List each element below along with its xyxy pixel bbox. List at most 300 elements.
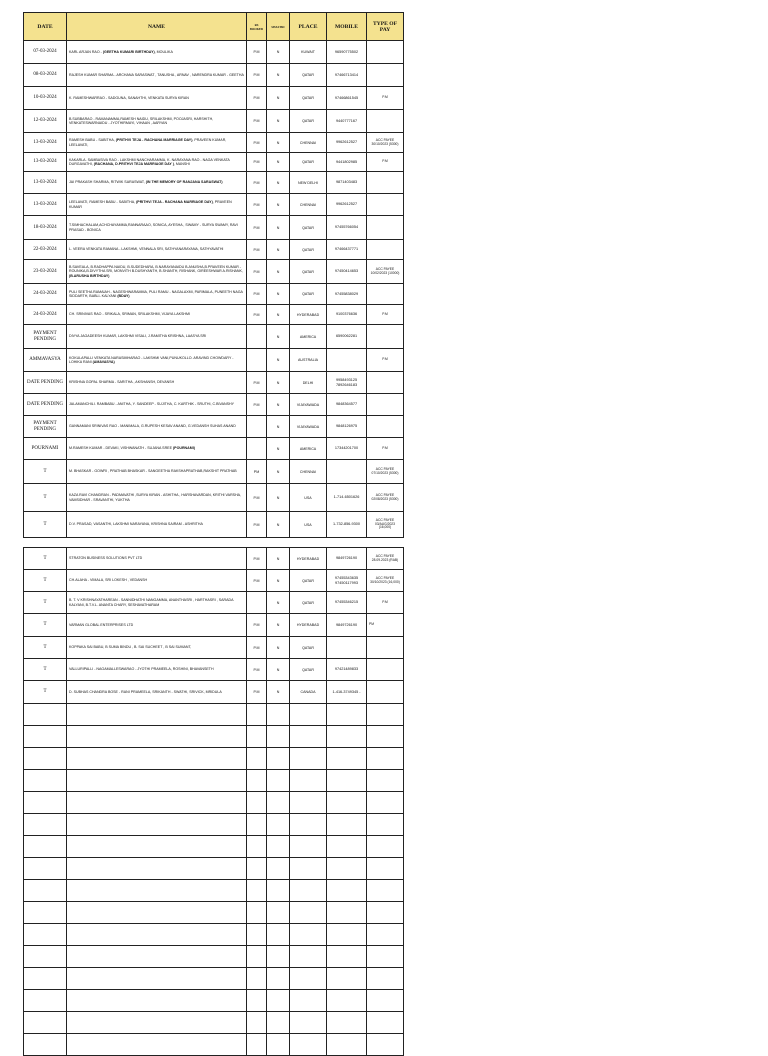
- empty-cell: [24, 704, 67, 726]
- shastri-cell: N: [267, 240, 290, 260]
- empty-cell: [267, 902, 290, 924]
- empty-cell: [327, 836, 367, 858]
- date-cell: DATE PENDING: [24, 372, 67, 394]
- empty-row: [24, 704, 404, 726]
- occasion-text: (IN THE MEMORY OF RANJANA SARASWAT): [145, 180, 223, 185]
- mobile-cell: [327, 349, 367, 372]
- shastri-cell: N: [267, 659, 290, 681]
- name-text: B. T. V KRISHNAYATHAREAN - SANNIDHATHI NANGAMMA, ANANTHASRI , HARTHASRI , SARADA KALYANI, B.T.V.L. ANANTA CHARY, SESHAVATHARAM: [69, 598, 234, 607]
- empty-cell: [327, 704, 367, 726]
- empty-cell: [290, 726, 327, 748]
- name-cell: [67, 194, 247, 216]
- name-cell: [67, 305, 247, 325]
- date-cell: 23-03-2024: [24, 260, 67, 284]
- empty-cell: [290, 836, 327, 858]
- date-cell: PAYMENT PENDING: [24, 325, 67, 349]
- empty-cell: [267, 924, 290, 946]
- name-text: B.SUBBARAO - RAMANAMMA,RAMESH NAIDU, SRILAKSHMI, POOJASRI, HARSHITH, VENKATESWARNAIDU - JYOTHIRMAYI, VIHAAN , AARYAN: [69, 116, 214, 125]
- pay-type-cell: [367, 240, 404, 260]
- empty-cell: [290, 1012, 327, 1034]
- mobile-cell: 97466861545: [327, 87, 367, 110]
- empty-cell: [67, 968, 247, 990]
- empty-row: [24, 880, 404, 902]
- place-cell: AMERICA: [290, 438, 327, 460]
- place-cell: HYDERABAD: [290, 548, 327, 570]
- empty-cell: [290, 880, 327, 902]
- empty-cell: [267, 1034, 290, 1056]
- table-row: [24, 260, 404, 284]
- place-cell: QATAR: [290, 64, 327, 87]
- date-cell: T: [24, 512, 67, 538]
- empty-row: [24, 1034, 404, 1056]
- empty-cell: [247, 726, 267, 748]
- empty-cell: [367, 946, 404, 968]
- empty-cell: [24, 880, 67, 902]
- place-cell: AMERICA: [290, 325, 327, 349]
- name-text: VALLURIPALLI - NAGAMALLESWARAO - JYOTHI PRAMEELA, ROSHINI, BHAVANSETH: [69, 667, 214, 672]
- empty-cell: [290, 704, 327, 726]
- empty-cell: [67, 792, 247, 814]
- empty-cell: [24, 946, 67, 968]
- table-row: [24, 659, 404, 681]
- empty-cell: [67, 1012, 247, 1034]
- empty-cell: [267, 770, 290, 792]
- table-row: [24, 512, 404, 538]
- date-cell: 12-03-2024: [24, 110, 67, 133]
- pay-type-cell: P.M: [367, 87, 404, 110]
- empty-cell: [290, 858, 327, 880]
- mobile-cell: 97455346215: [327, 592, 367, 614]
- empty-cell: [24, 836, 67, 858]
- table-row: [24, 110, 404, 133]
- empty-cell: [24, 924, 67, 946]
- empty-cell: [367, 814, 404, 836]
- shastri-cell: N: [267, 172, 290, 194]
- place-cell: KUWAIT: [290, 41, 327, 64]
- shastri-cell: N: [267, 484, 290, 512]
- occasion-text: (RACHANA, D.PRITHVI TEJA MARRIAGE DAY ): [93, 162, 174, 166]
- empty-cell: [327, 880, 367, 902]
- empty-row: [24, 726, 404, 748]
- pay-type-cell: [367, 659, 404, 681]
- empty-cell: [24, 858, 67, 880]
- mobile-cell: 97421489833: [327, 659, 367, 681]
- mobile-cell: 9958493125 7892646183: [327, 372, 367, 394]
- pay-type-cell: [367, 681, 404, 704]
- pay-type-cell: [367, 64, 404, 87]
- empty-cell: [247, 1034, 267, 1056]
- pay-type-cell: P.M: [367, 153, 404, 172]
- mobile-cell: [327, 637, 367, 659]
- table-row: [24, 240, 404, 260]
- table-row: [24, 592, 404, 614]
- header-pay-type: TYPE OF PAY: [367, 13, 404, 41]
- empty-cell: [267, 704, 290, 726]
- table-row: [24, 349, 404, 372]
- table-row: [24, 87, 404, 110]
- pay-type-cell: [367, 194, 404, 216]
- name-cell: [67, 260, 247, 284]
- empty-cell: [247, 902, 267, 924]
- empty-cell: [67, 704, 247, 726]
- empty-cell: [327, 1012, 367, 1034]
- empty-row: [24, 748, 404, 770]
- name-cell: [67, 681, 247, 704]
- empty-row: [24, 770, 404, 792]
- rs-booked-cell: P.M: [247, 659, 267, 681]
- table-row: [24, 194, 404, 216]
- table-row: [24, 284, 404, 305]
- occasion-text: (B.ARUSHA BIRTHDAY): [69, 273, 110, 278]
- empty-cell: [327, 924, 367, 946]
- name-cell: [67, 592, 247, 614]
- empty-cell: [267, 814, 290, 836]
- date-cell: PAYMENT PENDING: [24, 416, 67, 438]
- place-cell: CANADA: [290, 681, 327, 704]
- empty-cell: [367, 990, 404, 1012]
- empty-cell: [247, 880, 267, 902]
- empty-cell: [367, 836, 404, 858]
- place-cell: QATAR: [290, 87, 327, 110]
- date-cell: T: [24, 637, 67, 659]
- place-cell: HYDERABAD: [290, 305, 327, 325]
- name-text: T.SIMHACHALAM,ACHCHAYAMMA,RANNARAAO, SONICA, AYESHA , SWAMY - SURYA SWAMY, RAVI PRASAD - BONICA: [69, 223, 238, 232]
- empty-cell: [327, 990, 367, 1012]
- empty-cell: [24, 748, 67, 770]
- place-cell: QATAR: [290, 592, 327, 614]
- pay-type-cell: P.M: [367, 592, 404, 614]
- pay-type-cell: [367, 416, 404, 438]
- empty-cell: [267, 726, 290, 748]
- name-text: DIVYA JAGADEESH KUMAR, LAKSHMI VISALI, J.RAMITHA KRISHNA, LAASYA SRI: [69, 334, 207, 339]
- date-cell: 18-03-2024: [24, 216, 67, 240]
- rs-booked-cell: P.M: [247, 41, 267, 64]
- name-cell: [67, 637, 247, 659]
- empty-cell: [24, 770, 67, 792]
- empty-cell: [327, 968, 367, 990]
- date-cell: T: [24, 681, 67, 704]
- empty-cell: [327, 726, 367, 748]
- table-row: [24, 416, 404, 438]
- empty-cell: [367, 880, 404, 902]
- empty-cell: [247, 704, 267, 726]
- name-text: GANNAMANI SRINIVAS RAO - MANIMALA, G.RUPESH KESAV ANAND, G.VEDANSH SUHAS ANAND: [69, 424, 236, 429]
- empty-cell: [24, 814, 67, 836]
- rs-booked-cell: P.M: [247, 548, 267, 570]
- empty-cell: [67, 726, 247, 748]
- empty-cell: [267, 792, 290, 814]
- rs-booked-cell: P.M: [247, 614, 267, 637]
- shastri-cell: N: [267, 592, 290, 614]
- empty-row: [24, 924, 404, 946]
- name-cell: [67, 438, 247, 460]
- empty-cell: [247, 924, 267, 946]
- pay-type-cell: PM: [367, 614, 404, 637]
- bookings-table-2: [23, 547, 404, 1056]
- empty-cell: [24, 792, 67, 814]
- empty-row: [24, 902, 404, 924]
- name-text: LEELAVATI, RAMESH BABU - SABITHA,: [69, 200, 137, 205]
- rs-booked-cell: [247, 325, 267, 349]
- name-text: KAKARLA. SAMBASIVA RAO - LAKSHMI NANCHARAMMA, K. NARAYANA RAO - NAGA VENKATA DURGAVATHI,: [69, 157, 230, 166]
- pay-type-cell: ACC PAYEE 30/10/2023 (16,000): [367, 570, 404, 592]
- empty-cell: [290, 1034, 327, 1056]
- date-cell: 08-03-2024: [24, 64, 67, 87]
- mobile-cell: 9849726190: [327, 614, 367, 637]
- shastri-cell: N: [267, 284, 290, 305]
- shastri-cell: N: [267, 548, 290, 570]
- pay-type-cell: P.M: [367, 438, 404, 460]
- rs-booked-cell: P.M: [247, 512, 267, 538]
- name-cell: [67, 153, 247, 172]
- name-cell: [67, 349, 247, 372]
- empty-cell: [247, 990, 267, 1012]
- rs-booked-cell: P.M: [247, 153, 267, 172]
- name-text: PULI SEETHA RAMAIAH - NAGESHWARAMMA, PULI RAMU - NAGALAXMI, PARIMALA, PUNEETH NAGA SIDDARTH, BABLI- KALYANI: [69, 289, 243, 298]
- empty-cell: [367, 1034, 404, 1056]
- date-cell: AMMAVASYA: [24, 349, 67, 372]
- table-row: [24, 216, 404, 240]
- table-row: [24, 325, 404, 349]
- pay-type-cell: [367, 172, 404, 194]
- name-cell: [67, 484, 247, 512]
- pay-type-cell: [367, 637, 404, 659]
- table-row: [24, 438, 404, 460]
- name-text: RAMESH BABU - SABITHA,: [69, 138, 116, 143]
- empty-cell: [290, 990, 327, 1012]
- empty-row: [24, 814, 404, 836]
- name-cell: [67, 284, 247, 305]
- table-row: [24, 133, 404, 153]
- name-cell: [67, 172, 247, 194]
- table-row: [24, 372, 404, 394]
- mobile-cell: 9848364577: [327, 394, 367, 416]
- empty-cell: [327, 858, 367, 880]
- rs-booked-cell: P.M: [247, 484, 267, 512]
- shastri-cell: N: [267, 681, 290, 704]
- empty-row: [24, 792, 404, 814]
- empty-row: [24, 968, 404, 990]
- empty-cell: [67, 858, 247, 880]
- empty-cell: [67, 880, 247, 902]
- empty-cell: [367, 924, 404, 946]
- place-cell: QATAR: [290, 216, 327, 240]
- rs-booked-cell: P.M: [247, 637, 267, 659]
- name-text: L. VEERA VENKATA RAMANA - LAKSHMI, VENNALA SRI, SATHYANARAYANA, SATHYAVATHI: [69, 247, 224, 252]
- name-text: VARMAN GLOBAL ENTERPRISES LTD: [69, 622, 134, 627]
- empty-row: [24, 858, 404, 880]
- pay-type-cell: P.M: [367, 349, 404, 372]
- table-row: [24, 153, 404, 172]
- pay-type-cell: [367, 372, 404, 394]
- header-date: DATE: [24, 13, 67, 41]
- table-row: [24, 681, 404, 704]
- shastri-cell: N: [267, 416, 290, 438]
- table-row: [24, 305, 404, 325]
- rs-booked-cell: [247, 416, 267, 438]
- name-cell: [67, 460, 247, 484]
- empty-cell: [24, 1034, 67, 1056]
- place-cell: CHENNAI: [290, 133, 327, 153]
- name-text: KAZA RAVI CHANDRAN - PADMAVATHI ,SURYA KIRAN - ASHITHA , HARSHAVARDAN, KRITHI VARSHA, VAMSIDHAR - SRAVANTHI, YUKTHA: [69, 493, 242, 502]
- rs-booked-cell: P.M: [247, 394, 267, 416]
- empty-row: [24, 946, 404, 968]
- pay-type-cell: P.M: [367, 305, 404, 325]
- table-row: [24, 570, 404, 592]
- date-cell: 07-03-2024: [24, 41, 67, 64]
- pay-type-cell: ACC PAYEE 07/10/2023 (5300): [367, 460, 404, 484]
- date-cell: T: [24, 570, 67, 592]
- rs-booked-cell: P.M: [247, 64, 267, 87]
- name-text: D. SUBHAS CHANDRA BOSE - RANI PRAMEELA, SRIKANTH - SWATHI, SRIVICK, MRIDULA: [69, 689, 222, 694]
- empty-cell: [247, 858, 267, 880]
- name-text: CH. SRINIVAS RAO - SRIKALA, SRIMAN, SRILAKSHMI, VIJAYA LAKSHMI: [69, 312, 191, 317]
- empty-cell: [67, 990, 247, 1012]
- rs-booked-cell: P.M: [247, 240, 267, 260]
- empty-cell: [290, 924, 327, 946]
- date-cell: POURNAMI: [24, 438, 67, 460]
- name-text: JAI PRAKASH SHARMA, RITWIK SARASWAT,: [69, 180, 146, 185]
- rs-booked-cell: P.M: [247, 372, 267, 394]
- empty-cell: [267, 946, 290, 968]
- name-text: KARL ARJAN RAO -: [69, 49, 103, 54]
- name-text-suffix: , MOULIKA: [154, 49, 173, 54]
- empty-cell: [267, 836, 290, 858]
- mobile-cell: 9962612527: [327, 194, 367, 216]
- rs-booked-cell: [247, 438, 267, 460]
- empty-cell: [290, 946, 327, 968]
- date-cell: 13-03-2024: [24, 133, 67, 153]
- table-row: [24, 460, 404, 484]
- empty-cell: [367, 748, 404, 770]
- mobile-cell: 9871403483: [327, 172, 367, 194]
- shastri-cell: N: [267, 512, 290, 538]
- name-text-suffix: , PRAVEEN KUMAR, LEELAVATI,: [69, 138, 227, 147]
- name-cell: [67, 240, 247, 260]
- table-row: [24, 41, 404, 64]
- name-text: M.RAMESH KUMAR - DEVAKI, VISHWANATH - SUJANA SREE: [69, 446, 173, 451]
- name-cell: [67, 570, 247, 592]
- empty-row: [24, 1012, 404, 1034]
- empty-cell: [24, 990, 67, 1012]
- mobile-cell: 97455838029: [327, 284, 367, 305]
- mobile-cell: [327, 460, 367, 484]
- empty-cell: [67, 748, 247, 770]
- rs-booked-cell: PM: [247, 460, 267, 484]
- empty-cell: [67, 946, 247, 968]
- empty-row: [24, 990, 404, 1012]
- empty-cell: [327, 946, 367, 968]
- empty-cell: [247, 836, 267, 858]
- rs-booked-cell: P.M: [247, 110, 267, 133]
- name-cell: [67, 325, 247, 349]
- header-place: PLACE: [290, 13, 327, 41]
- table-row: [24, 172, 404, 194]
- empty-cell: [24, 1012, 67, 1034]
- shastri-cell: N: [267, 216, 290, 240]
- mobile-cell: 1-714-6501626: [327, 484, 367, 512]
- rs-booked-cell: P.M: [247, 570, 267, 592]
- name-text: KRISHNA GOPAL SHARMA - SARITHA , AKSHANSH, DEVANSH: [69, 380, 175, 385]
- rs-booked-cell: P.M: [247, 133, 267, 153]
- place-cell: QATAR: [290, 110, 327, 133]
- empty-cell: [290, 902, 327, 924]
- occasion-text: (BDAY): [117, 294, 130, 298]
- shastri-cell: N: [267, 325, 290, 349]
- date-cell: 13-03-2024: [24, 153, 67, 172]
- mobile-cell: 97466713414: [327, 64, 367, 87]
- mobile-cell: 9440777167: [327, 110, 367, 133]
- mobile-cell: 9100376636: [327, 305, 367, 325]
- rs-booked-cell: P.M: [247, 194, 267, 216]
- shastri-cell: N: [267, 153, 290, 172]
- empty-cell: [290, 748, 327, 770]
- mobile-cell: 9849726190: [327, 548, 367, 570]
- empty-cell: [367, 968, 404, 990]
- empty-cell: [24, 902, 67, 924]
- empty-cell: [290, 968, 327, 990]
- name-cell: [67, 87, 247, 110]
- place-cell: DELHI: [290, 372, 327, 394]
- mobile-cell: 9441802985: [327, 153, 367, 172]
- name-text: KOPPAKA SAI BABU, B SUMA BINDU , B. SAI SUCHEET , B SAI SUMANT,: [69, 645, 192, 650]
- mobile-cell: 17344201700: [327, 438, 367, 460]
- empty-cell: [247, 1012, 267, 1034]
- date-cell: DATE PENDING: [24, 394, 67, 416]
- empty-cell: [267, 858, 290, 880]
- empty-cell: [247, 792, 267, 814]
- empty-cell: [67, 770, 247, 792]
- empty-cell: [267, 1012, 290, 1034]
- place-cell: QATAR: [290, 284, 327, 305]
- name-cell: [67, 372, 247, 394]
- occasion-text: (PRITHVI TEJA - RACHANA MARRIAGE DAY): [115, 138, 193, 143]
- shastri-cell: N: [267, 460, 290, 484]
- shastri-cell: N: [267, 194, 290, 216]
- name-cell: [67, 659, 247, 681]
- empty-cell: [267, 880, 290, 902]
- name-text: M. BHASKAR - GOWRI , PRATHAB BHASKAR - SANGEETHA RAKSHAPRATHAB,RAKSHIT PRATHAB: [69, 469, 237, 474]
- date-cell: T: [24, 548, 67, 570]
- empty-cell: [267, 968, 290, 990]
- name-text: K. RAMESHWARRAO - SADGUNA, SANAHTHI, VENKATA SURYA KIRAN: [69, 95, 189, 100]
- mobile-cell: 6590062281: [327, 325, 367, 349]
- pay-type-cell: [367, 41, 404, 64]
- name-cell: [67, 133, 247, 153]
- empty-cell: [327, 902, 367, 924]
- date-cell: 24-03-2024: [24, 305, 67, 325]
- empty-cell: [24, 726, 67, 748]
- mobile-cell: 1-416-3749345 -: [327, 681, 367, 704]
- empty-cell: [290, 792, 327, 814]
- shastri-cell: N: [267, 438, 290, 460]
- empty-cell: [327, 1034, 367, 1056]
- date-cell: 13-03-2024: [24, 172, 67, 194]
- empty-cell: [247, 946, 267, 968]
- occasion-text: (AMAVASYA): [92, 360, 115, 364]
- name-text: B.SAVEALA, B.RADHAPPA NAIDU, B.SUDEDHARA, B.NARAYANAIDU B.ANUSHA,B.PRAVEEN KUMAR - ROUNIKA,B.DIVYTHA SRI, MONVITH B.DUSHYANTH, B.SHANTH, RISHANK, GIREESHWAR A.RISHANK,: [69, 264, 243, 274]
- shastri-cell: N: [267, 570, 290, 592]
- rs-booked-cell: P.M: [247, 284, 267, 305]
- place-cell: VIJAYAWADA: [290, 416, 327, 438]
- header-row: [24, 13, 404, 41]
- shastri-cell: N: [267, 614, 290, 637]
- table-row: [24, 64, 404, 87]
- bookings-table-1: [23, 12, 404, 538]
- place-cell: NEW DELHI: [290, 172, 327, 194]
- shastri-cell: N: [267, 64, 290, 87]
- mobile-cell: 96590775502: [327, 41, 367, 64]
